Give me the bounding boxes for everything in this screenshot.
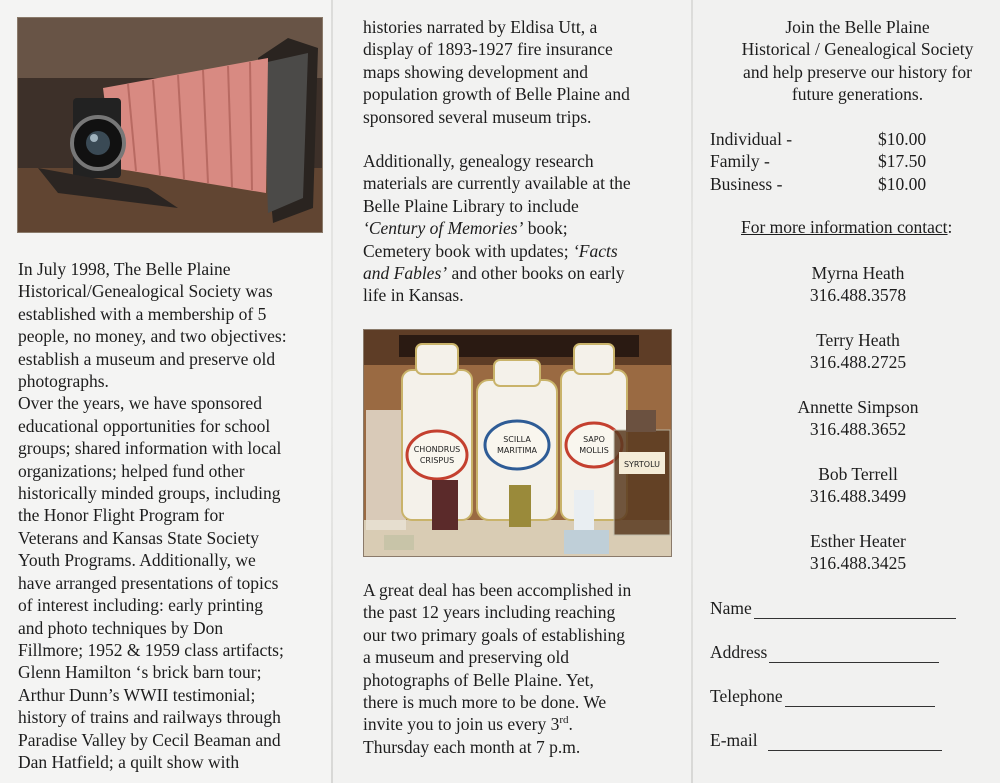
text-line bbox=[363, 240, 675, 262]
contact-entry bbox=[760, 396, 956, 441]
text-line: photographs. bbox=[18, 371, 109, 392]
text-line: established with a membership of 5 bbox=[18, 303, 267, 324]
telephone-blank-field[interactable] bbox=[785, 691, 935, 707]
text-line: Additionally, genealogy research bbox=[363, 151, 594, 171]
fee-amount: $10.00 bbox=[878, 129, 927, 149]
text-line: Join the Belle Plaine bbox=[785, 17, 930, 37]
contact-entry bbox=[760, 329, 956, 374]
contact-phone: 316.488.3578 bbox=[809, 285, 907, 306]
membership-fees bbox=[710, 128, 950, 195]
text-line: of interest including: early printing bbox=[18, 595, 263, 616]
text-line: histories narrated by Eldisa Utt, a bbox=[363, 17, 598, 37]
text-line bbox=[363, 262, 675, 284]
form-label: Name bbox=[710, 598, 752, 618]
text-line: Dan Hatfield; a quilt show with bbox=[18, 751, 240, 772]
name-form-line bbox=[710, 598, 956, 619]
text-line: there is much more to be done. We bbox=[363, 692, 607, 713]
text-line: Paradise Valley by Cecil Beaman and bbox=[18, 729, 281, 750]
address-form-line bbox=[710, 642, 939, 663]
jar-label: CRISPUS bbox=[419, 456, 455, 465]
text-line: organizations; helped fund other bbox=[18, 460, 245, 481]
text-fragment: invite you to join us every 3 bbox=[363, 714, 560, 735]
book-title: ‘Facts bbox=[572, 240, 618, 261]
text-line: Over the years, we have sponsored bbox=[18, 393, 262, 414]
book-title: and Fables’ bbox=[363, 263, 448, 284]
antique-camera-illustration bbox=[18, 18, 323, 233]
join-invitation bbox=[710, 16, 1000, 106]
fee-row bbox=[710, 150, 950, 172]
contact-entry bbox=[760, 262, 956, 307]
accomplishments-text bbox=[363, 579, 675, 758]
text-line: Thursday each month at 7 p.m. bbox=[363, 736, 581, 757]
contact-heading-text: For more information contact bbox=[741, 217, 948, 237]
contact-phone: 316.488.3425 bbox=[809, 553, 907, 574]
text-line: Arthur Dunn’s WWII testimonial; bbox=[18, 684, 256, 705]
address-blank-field[interactable] bbox=[769, 647, 939, 663]
text-line: have arranged presentations of topics bbox=[18, 572, 279, 593]
genealogy-resources-text bbox=[363, 150, 675, 307]
contact-phone: 316.488.2725 bbox=[809, 352, 907, 373]
text-line: and help preserve our history for bbox=[743, 61, 972, 82]
text-line: people, no money, and two objectives: bbox=[18, 326, 287, 347]
text-line: groups; shared information with local bbox=[18, 438, 282, 459]
form-label: Telephone bbox=[710, 686, 783, 706]
contact-phone: 316.488.3652 bbox=[809, 419, 907, 440]
book-title: ‘Century of Memories’ bbox=[363, 218, 524, 239]
fee-label: Business - bbox=[710, 173, 783, 194]
contact-entry bbox=[760, 530, 956, 575]
contact-name: Terry Heath bbox=[816, 330, 900, 350]
fold-line-left bbox=[331, 0, 333, 783]
name-blank-field[interactable] bbox=[754, 603, 956, 619]
text-fragment: Cemetery book with updates; bbox=[363, 240, 573, 261]
contact-name: Esther Heater bbox=[810, 531, 906, 551]
jar-label: SCILLA bbox=[503, 435, 531, 444]
jar-label: SYRTOLU bbox=[623, 460, 661, 469]
jar-label: MARITIMA bbox=[497, 446, 537, 455]
apothecary-jars-illustration bbox=[364, 330, 672, 557]
jar-label: CHONDRUS bbox=[413, 445, 461, 454]
text-line: and photo techniques by Don bbox=[18, 617, 224, 638]
text-line: display of 1893-1927 fire insurance bbox=[363, 39, 613, 60]
text-line: the past 12 years including reaching bbox=[363, 602, 616, 623]
text-line: a museum and preserving old bbox=[363, 647, 570, 668]
email-blank-field[interactable] bbox=[768, 735, 942, 751]
jar-label: SAPO bbox=[583, 435, 605, 444]
text-line: Veterans and Kansas State Society bbox=[18, 527, 260, 548]
text-line: maps showing development and bbox=[363, 61, 589, 82]
text-line: photographs of Belle Plaine. Yet, bbox=[363, 669, 594, 690]
telephone-form-line bbox=[710, 686, 935, 707]
society-history-text bbox=[18, 258, 318, 773]
contact-phone: 316.488.3499 bbox=[809, 486, 907, 507]
text-line bbox=[363, 217, 675, 239]
text-line: life in Kansas. bbox=[363, 285, 464, 306]
text-line: establish a museum and preserve old bbox=[18, 348, 276, 369]
text-line: sponsored several museum trips. bbox=[363, 106, 592, 127]
text-line: Youth Programs. Additionally, we bbox=[18, 550, 256, 571]
text-fragment: . bbox=[568, 714, 573, 735]
form-label: E-mail bbox=[710, 730, 758, 750]
text-line: materials are currently available at the bbox=[363, 173, 631, 194]
text-line: our two primary goals of establishing bbox=[363, 624, 625, 645]
ordinal-suffix: rd bbox=[559, 714, 569, 727]
email-form-line bbox=[710, 730, 942, 751]
text-line: historically minded groups, including bbox=[18, 483, 281, 504]
fold-line-right bbox=[691, 0, 693, 783]
fee-row bbox=[710, 128, 950, 150]
text-line: history of trains and railways through bbox=[18, 707, 281, 728]
text-line: Glenn Hamilton ‘s brick barn tour; bbox=[18, 662, 262, 683]
form-label: Address bbox=[710, 642, 768, 662]
text-line: population growth of Belle Plaine and bbox=[363, 84, 630, 105]
text-line: Historical/Genealogical Society was bbox=[18, 281, 273, 302]
text-line: Belle Plaine Library to include bbox=[363, 195, 579, 216]
fee-row bbox=[710, 173, 950, 195]
text-line: future generations. bbox=[791, 84, 924, 105]
contact-name: Bob Terrell bbox=[818, 464, 898, 484]
text-line: Fillmore; 1952 & 1959 class artifacts; bbox=[18, 639, 284, 660]
fee-amount: $10.00 bbox=[878, 173, 927, 194]
fee-amount: $17.50 bbox=[878, 151, 927, 172]
contact-name: Myrna Heath bbox=[811, 263, 905, 283]
right-panel bbox=[692, 0, 1000, 783]
contact-heading bbox=[741, 217, 952, 238]
text-line: the Honor Flight Program for bbox=[18, 505, 225, 526]
activities-continued-text bbox=[363, 16, 675, 128]
text-line bbox=[363, 713, 675, 735]
text-fragment: book; bbox=[523, 218, 568, 239]
jar-label: MOLLIS bbox=[579, 446, 609, 455]
fee-label: Family - bbox=[710, 151, 770, 172]
antique-camera-photo bbox=[17, 17, 323, 233]
fee-label: Individual - bbox=[710, 129, 793, 149]
text-line: Historical / Genealogical Society bbox=[741, 39, 974, 60]
text-line: educational opportunities for school bbox=[18, 415, 271, 436]
text-fragment: and other books on early bbox=[447, 263, 625, 284]
contact-heading-colon: : bbox=[947, 217, 953, 237]
text-line: A great deal has been accomplished in bbox=[363, 580, 632, 600]
text-line: In July 1998, The Belle Plaine bbox=[18, 259, 231, 279]
apothecary-jars-photo bbox=[363, 329, 672, 557]
contact-entry bbox=[760, 463, 956, 508]
contact-name: Annette Simpson bbox=[797, 397, 919, 417]
